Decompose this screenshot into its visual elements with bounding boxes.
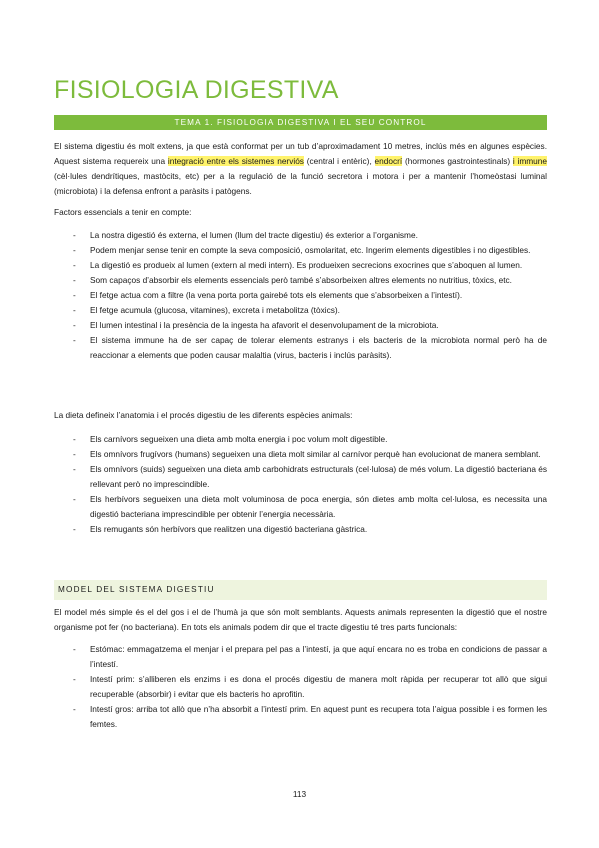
list-item: - El fetge acumula (glucosa, vitamines), excreta i metabolitza (tòxics). — [54, 303, 547, 318]
dash-bullet: - — [73, 494, 76, 504]
highlight-endocrine: endocrí — [374, 156, 403, 166]
dash-bullet: - — [73, 290, 76, 300]
list-item: - La digestió es produeix al lumen (extern al medi intern). Es produeixen secrecions exocrines que s’aboquen al lumen. — [54, 258, 547, 273]
list-item: - El lumen intestinal i la presència de la ingesta ha afavorit el desenvolupament de la microbiota. — [54, 318, 547, 333]
dash-bullet: - — [73, 230, 76, 240]
highlight-nervous-system: integració entre els sistemes nerviós — [167, 156, 304, 166]
dash-bullet: - — [73, 305, 76, 315]
intro-text-2: (central i entèric), — [303, 156, 375, 166]
diet-list — [54, 432, 547, 537]
dash-bullet: - — [73, 260, 76, 270]
intro-text-3: (hormones gastrointestinals) — [402, 156, 513, 166]
intro-paragraph — [54, 139, 547, 199]
digestive-parts-list — [54, 642, 547, 732]
list-item: - Estómac: emmagatzema el menjar i el prepara pel pas a l’intestí, ja que aquí encara no es troba en condicions de passar a l’intestí. — [73, 644, 547, 669]
list-item: - Intestí gros: arriba tot allò que n’ha absorbit a l’intestí prim. En aquest punt es recupera tota l’aigua possible i es formen les femtes. — [73, 704, 547, 729]
list-item: - El sistema immune ha de ser capaç de tolerar elements estranys i els bacteris de la microbiota normal però ha de reaccionar a elements que poden causar malaltia (virus, bacteris i inclús paràsits). — [73, 335, 547, 360]
dash-bullet: - — [73, 320, 76, 330]
dash-bullet: - — [73, 335, 76, 345]
list-item: - Els remugants són herbívors que realitzen una digestió bacteriana gàstrica. — [54, 522, 547, 537]
list-item: - Els omnívors (suids) segueixen una dieta amb carbohidrats estructurals (cel·lulosa) de més volum. La digestió bacteriana és rellevant però no imprescindible. — [73, 464, 548, 489]
highlight-immune: i immune — [512, 156, 547, 166]
factors-heading: Factors essencials a tenir en compte: — [54, 207, 192, 217]
page-number: 113 — [292, 789, 307, 799]
list-item: - La nostra digestió és externa, el lumen (llum del tracte digestiu) és exterior a l’organisme. — [54, 228, 547, 243]
list-item: - Els carnívors segueixen una dieta amb molta energia i poc volum molt digestible. — [54, 432, 547, 447]
list-item: - Intestí prim: s’alliberen els enzims i es dona el procés digestiu de manera molt ràpida per recuperar tot allò que sigui recuperable (absorbir) i evitar que els bacteris ho aprofitin. — [73, 674, 547, 699]
dash-bullet: - — [73, 674, 76, 684]
list-item: - Som capaços d’absorbir els elements essencials però també s’absorbeixen altres elements no nutritius, tòxics, etc. — [54, 273, 547, 288]
dash-bullet: - — [73, 434, 76, 444]
dash-bullet: - — [73, 644, 76, 654]
diet-heading: La dieta defineix l’anatomia i el procés digestiu de les diferents espècies animals: — [54, 410, 353, 420]
topic-banner: TEMA 1. FISIOLOGIA DIGESTIVA I EL SEU CONTROL — [54, 115, 547, 130]
dash-bullet: - — [73, 524, 76, 534]
list-item: - Els omnívors frugívors (humans) segueixen una dieta molt similar al carnívor perquè han evolucionat de manera semblant. — [54, 447, 547, 462]
intro-text-4: (cèl·lules dendrítiques, mastòcits, etc) per a la regulació de la funció secretora i motora i per a mantenir l’homeòstasi luminal (microbiota) i la defensa enfront a paràsits i patògens. — [54, 171, 547, 196]
section-heading: MODEL DEL SISTEMA DIGESTIU — [54, 580, 547, 600]
factors-list — [54, 228, 547, 363]
intro-text-1: El sistema digestiu és molt extens, ja que està conformat per un tub d’aproximadament 10 metres, inclús més en algunes espècies. Aquest sistema requereix una — [54, 141, 547, 166]
page-title: FISIOLOGIA DIGESTIVA — [54, 76, 339, 104]
dash-bullet: - — [73, 449, 76, 459]
dash-bullet: - — [73, 245, 76, 255]
list-item: - Podem menjar sense tenir en compte la seva composició, osmolaritat, etc. Ingerim elements digestibles i no digestibles. — [54, 243, 547, 258]
model-paragraph: El model més simple és el del gos i el de l’humà ja que són molt semblants. Aquests animals representen la digestió que el nostre organisme pot fer (no bacteriana). En tots els animals podem dir que el tracte digestiu té tres parts funcionals: — [54, 607, 547, 632]
dash-bullet: - — [73, 464, 76, 474]
list-item: - Els herbívors segueixen una dieta molt voluminosa de poca energia, són dietes amb molta cel·lulosa, es necessita una digestió bacteriana imprescindible per obtenir l’energia necessària. — [73, 494, 547, 519]
dash-bullet: - — [73, 704, 76, 714]
list-item: - El fetge actua com a filtre (la vena porta porta gairebé tots els elements que s’absorbeixen a l’intestí). — [54, 288, 547, 303]
dash-bullet: - — [73, 275, 76, 285]
